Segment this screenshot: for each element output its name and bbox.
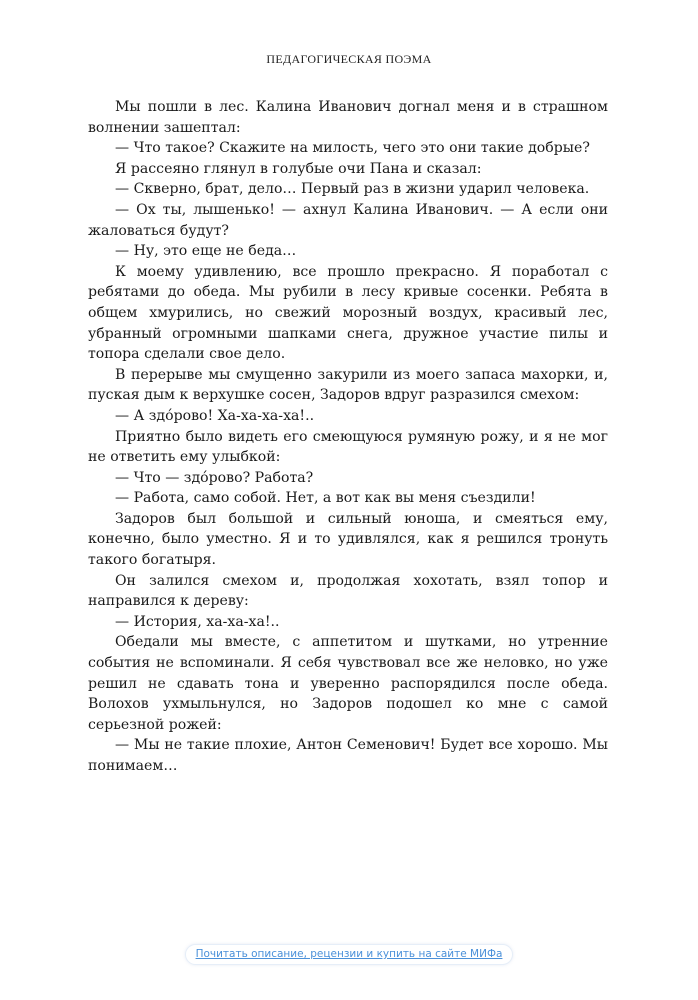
paragraph: Задоров был большой и сильный юноша, и смеяться ему, конечно, было уместно. Я и то удивлялся, как я решился тронуть такого богатыря. [88,510,608,569]
paragraph: — Что такое? Скажите на милость, чего это они такие добрые? [115,140,590,157]
paragraph: — Скверно, брат, дело… Первый раз в жизни ударил человека. [115,181,590,198]
paragraph: Обедали мы вместе, с аппетитом и шутками, но утренние события не вспоминали. Я себя чувствовал все же неловко, но уже решил не сдавать тона и уверенно распорядился после обеда. Волохов ухмыльнулся, но Задоров подошел ко мне с самой серьезной рожей: [88,634,608,733]
paragraph: Приятно было видеть его смеющуюся румяную рожу, и я не мог не ответить ему улыбкой: [88,428,608,466]
paragraph: К моему удивлению, все прошло прекрасно. Я поработал с ребятами до обеда. Мы рубили в лесу кривые сосенки. Ребята в общем хмурились, но свежий морозный воздух, красивый лес, убранный огромными шапками снега, дружное участие пилы и топора сделали свое дело. [88,263,608,363]
book-text [88,97,608,777]
running-header: ПЕДАГОГИЧЕСКАЯ ПОЭМА [266,52,432,66]
paragraph: — Что — здóрово? Работа? [115,469,314,486]
paragraph: — Ну, это еще не беда… [115,243,297,260]
promo-footer [0,942,698,965]
paragraph: — Мы не такие плохие, Антон Семенович! Будет все хорошо. Мы понимаем… [88,737,608,774]
paragraph: Мы пошли в лес. Калина Иванович догнал меня и в страшном волнении зашептал: [88,99,608,136]
paragraph: — А здóрово! Ха-ха-ха-ха!.. [115,407,315,424]
paragraph: Он залился смехом и, продолжая хохотать, взял топор и направился к дереву: [88,572,608,610]
buy-book-link[interactable]: Почитать описание, рецензии и купить на сайте МИФа [185,944,514,965]
paragraph: — Ох ты, лышенько! — ахнул Калина Иванович. — А если они жаловаться будут? [88,201,608,239]
paragraph: Я рассеяно глянул в голубые очи Пана и сказал: [115,160,482,177]
paragraph: В перерыве мы смущенно закурили из моего запаса махорки, и, пуская дым к верхушке сосен, Задоров вдруг разразился смехом: [88,366,608,404]
paragraph: — Работа, само собой. Нет, а вот как вы меня съездили! [115,490,536,507]
paragraph: — История, ха-ха-ха!.. [115,613,280,630]
